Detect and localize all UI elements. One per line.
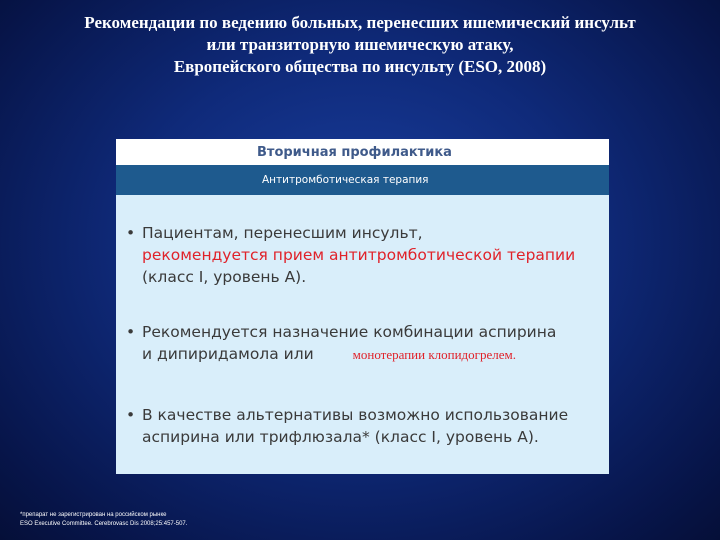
bullet-2-line-1: Рекомендуется назначение комбинации аспирина (142, 323, 557, 341)
card-header: Вторичная профилактика (116, 139, 609, 165)
bullet-1-line-2: рекомендуется прием антитромботической терапии (142, 246, 576, 264)
slide-title (0, 12, 720, 78)
bullet-3 (126, 404, 568, 448)
bullet-3-line-2: аспирина или трифлюзала* (класс I, уровень А). (142, 428, 539, 446)
card-subheader: Антитромботическая терапия (116, 165, 609, 195)
footnote-line-2: ESO Executive Committee. Cerebrovasc Dis 2008;25:457-507. (20, 521, 188, 527)
recommendation-card (116, 139, 609, 474)
bullet-1-line-3: (класс I, уровень А). (142, 268, 307, 286)
bullet-dot: • (126, 323, 136, 341)
title-line-1: Рекомендации по ведению больных, перенесших ишемический инсульт (84, 13, 636, 32)
bullet-1-line-1: Пациентам, перенесшим инсульт, (142, 224, 423, 242)
bullet-1 (126, 222, 575, 288)
footnote-line-1: *препарат не зарегистрирован на российском рынке (20, 512, 167, 518)
bullet-dot: • (126, 406, 136, 424)
title-line-3: Европейского общества по инсульту (ESO, 2008) (173, 57, 547, 76)
bullet-dot: • (126, 224, 136, 242)
bullet-2-highlight: монотерапии клопидогрелем. (352, 347, 516, 362)
bullet-2 (126, 321, 556, 366)
bullet-2-line-2-text: и дипиридамола или (142, 345, 314, 363)
title-line-2: или транзиторную ишемическую атаку, (206, 35, 514, 54)
bullet-2-line-2 (126, 343, 556, 366)
bullet-3-line-1: В качестве альтернативы возможно использование (142, 406, 569, 424)
